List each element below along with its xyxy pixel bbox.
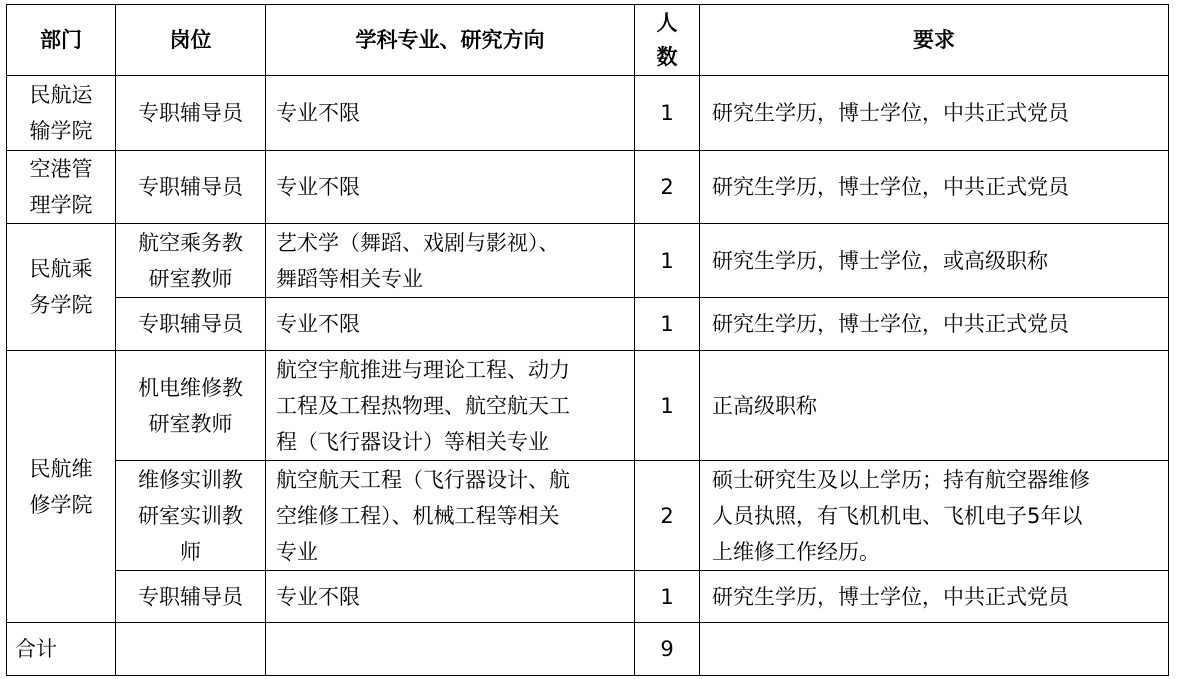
table-row — [7, 298, 1169, 351]
requirement-cell: 研究生学历，博士学位，中共正式党员 — [700, 298, 1169, 351]
major-cell: 航空航天工程（飞行器设计、航 空维修工程）、机械工程等相关 专业 — [266, 461, 635, 571]
header-position: 岗位 — [116, 5, 266, 76]
header-dept: 部门 — [7, 5, 116, 76]
major-cell: 专业不限 — [266, 571, 635, 623]
position-cell: 专职辅导员 — [116, 298, 266, 351]
total-row — [7, 623, 1169, 676]
header-count-line1: 人 — [656, 11, 678, 35]
header-requirement: 要求 — [700, 5, 1169, 76]
empty-cell — [116, 623, 266, 676]
major-cell: 专业不限 — [266, 298, 635, 351]
requirement-cell: 研究生学历，博士学位，中共正式党员 — [700, 76, 1169, 151]
position-cell: 专职辅导员 — [116, 571, 266, 623]
requirement-cell: 研究生学历，博士学位，或高级职称 — [700, 224, 1169, 298]
count-cell: 1 — [635, 571, 700, 623]
header-count — [635, 5, 700, 76]
department-cell: 民航乘 务学院 — [7, 224, 116, 351]
position-cell: 航空乘务教 研室教师 — [116, 224, 266, 298]
empty-cell — [266, 623, 635, 676]
count-cell: 1 — [635, 224, 700, 298]
table-row — [7, 151, 1169, 224]
table-row — [7, 461, 1169, 571]
position-cell: 维修实训教 研室实训教 师 — [116, 461, 266, 571]
table-row — [7, 351, 1169, 461]
empty-cell — [700, 623, 1169, 676]
table-row — [7, 224, 1169, 298]
department-cell: 民航维 修学院 — [7, 351, 116, 623]
header-count-line2: 数 — [656, 45, 678, 69]
count-cell: 2 — [635, 461, 700, 571]
major-cell: 专业不限 — [266, 76, 635, 151]
header-major: 学科专业、研究方向 — [266, 5, 635, 76]
major-cell: 艺术学（舞蹈、戏剧与影视）、 舞蹈等相关专业 — [266, 224, 635, 298]
requirement-cell: 硕士研究生及以上学历；持有航空器维修 人员执照，有飞机机电、飞机电子5年以 上维修工作经历。 — [700, 461, 1169, 571]
count-cell: 1 — [635, 76, 700, 151]
table-body — [7, 76, 1169, 676]
total-label: 合计 — [7, 623, 116, 676]
table-row — [7, 76, 1169, 151]
position-cell: 机电维修教 研室教师 — [116, 351, 266, 461]
major-cell: 专业不限 — [266, 151, 635, 224]
department-cell: 空港管 理学院 — [7, 151, 116, 224]
department-cell: 民航运 输学院 — [7, 76, 116, 151]
requirement-cell: 研究生学历，博士学位，中共正式党员 — [700, 151, 1169, 224]
requirement-cell: 正高级职称 — [700, 351, 1169, 461]
header-row — [7, 5, 1169, 76]
count-cell: 1 — [635, 298, 700, 351]
count-cell: 2 — [635, 151, 700, 224]
requirement-cell: 研究生学历，博士学位，中共正式党员 — [700, 571, 1169, 623]
position-cell: 专职辅导员 — [116, 151, 266, 224]
major-cell: 航空宇航推进与理论工程、动力 工程及工程热物理、航空航天工 程（飞行器设计）等相关专业 — [266, 351, 635, 461]
table-row — [7, 571, 1169, 623]
total-count: 9 — [635, 623, 700, 676]
position-cell: 专职辅导员 — [116, 76, 266, 151]
recruitment-table — [6, 4, 1169, 676]
count-cell: 1 — [635, 351, 700, 461]
